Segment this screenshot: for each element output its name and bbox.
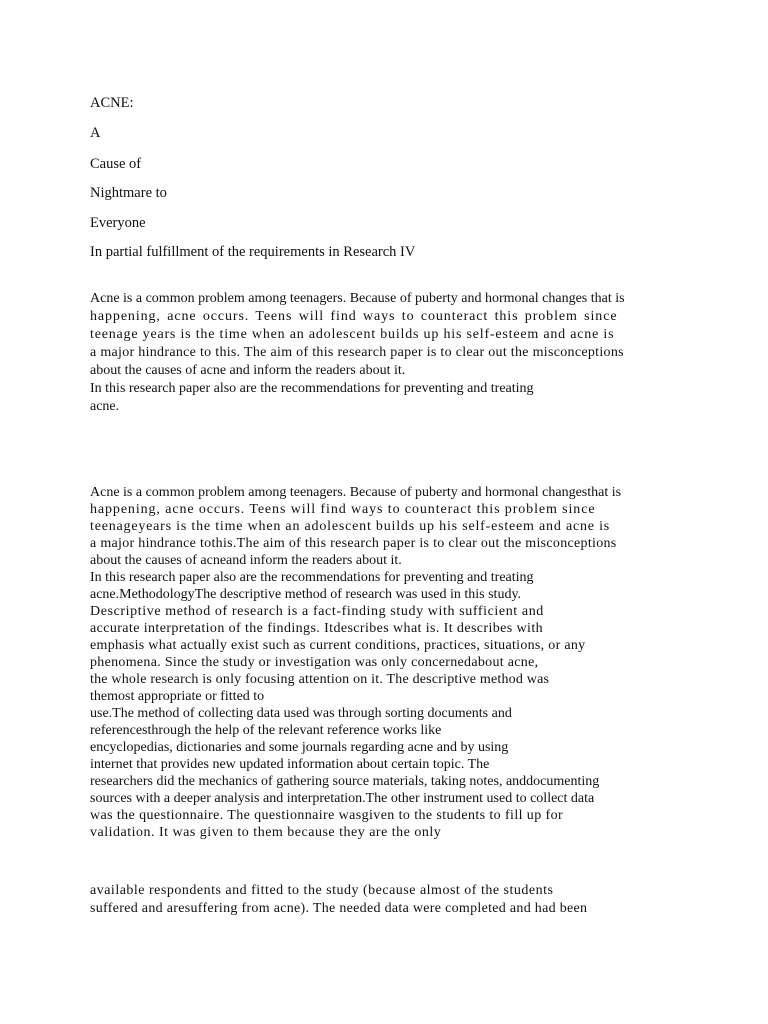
body-line: accurate interpretation of the findings. Itdescribes what is. It describes with	[90, 621, 544, 636]
abstract-line: happening, acne occurs. Teens will find ways to counteract this problem since	[90, 309, 618, 324]
body-line: a major hindrance tothis.The aim of this research paper is to clear out the misconceptions	[90, 536, 617, 551]
title-line-4: Nightmare to	[90, 185, 167, 201]
body-line: themost appropriate or fitted to	[90, 689, 265, 704]
body-line: was the questionnaire. The questionnaire wasgiven to the students to fill up for	[90, 808, 564, 823]
body-line: internet that provides new updated information about certain topic. The	[90, 757, 490, 772]
title-line-3: Cause of	[90, 156, 142, 172]
title-line-5: Everyone	[90, 215, 146, 231]
body-line: referencesthrough the help of the relevant reference works like	[90, 723, 442, 738]
title-line-1: ACNE:	[90, 95, 134, 111]
abstract-paragraph	[90, 290, 690, 416]
body-line: validation. It was given to them because they are the only	[90, 825, 442, 840]
abstract-line: a major hindrance to this. The aim of this research paper is to clear out the misconceptions	[90, 345, 624, 360]
body-line: use.The method of collecting data used was through sorting documents and	[90, 706, 512, 721]
title-line-2: A	[90, 125, 101, 141]
abstract-line: Acne is a common problem among teenagers. Because of puberty and hormonal changes that is	[90, 291, 625, 306]
body-line: Descriptive method of research is a fact-finding study with sufficient and	[90, 604, 544, 619]
continuation-line: suffered and aresuffering from acne). The needed data were completed and had been	[90, 901, 588, 916]
body-line: emphasis what actually exist such as current conditions, practices, situations, or any	[90, 638, 586, 653]
body-paragraph	[90, 484, 690, 841]
body-line: teenageyears is the time when an adolescent builds up his self-esteem and acne is	[90, 519, 611, 534]
abstract-line: In this research paper also are the recommendations for preventing and treating	[90, 381, 534, 396]
body-line: Acne is a common problem among teenagers. Because of puberty and hormonal changesthat is	[90, 485, 622, 500]
body-line: the whole research is only focusing attention on it. The descriptive method was	[90, 672, 550, 687]
body-line: phenomena. Since the study or investigation was only concernedabout acne,	[90, 655, 539, 670]
body-line: In this research paper also are the recommendations for preventing and treating	[90, 570, 534, 585]
continuation-paragraph	[90, 882, 690, 918]
abstract-line: about the causes of acne and inform the readers about it.	[90, 363, 406, 378]
abstract-line: teenage years is the time when an adolescent builds up his self-esteem and acne is	[90, 327, 615, 342]
continuation-line: available respondents and fitted to the study (because almost of the students	[90, 883, 554, 898]
body-line: encyclopedias, dictionaries and some journals regarding acne and by using	[90, 740, 509, 755]
body-line: researchers did the mechanics of gathering source materials, taking notes, anddocumenting	[90, 774, 600, 789]
abstract-line: acne.	[90, 399, 120, 414]
body-line: sources with a deeper analysis and interpretation.The other instrument used to collect data	[90, 791, 595, 806]
body-line: acne.MethodologyThe descriptive method of research was used in this study.	[90, 587, 522, 602]
body-line: happening, acne occurs. Teens will find ways to counteract this problem since	[90, 502, 596, 517]
subtitle: In partial fulfillment of the requirements in Research IV	[90, 244, 416, 260]
body-line: about the causes of acneand inform the readers about it.	[90, 553, 402, 568]
